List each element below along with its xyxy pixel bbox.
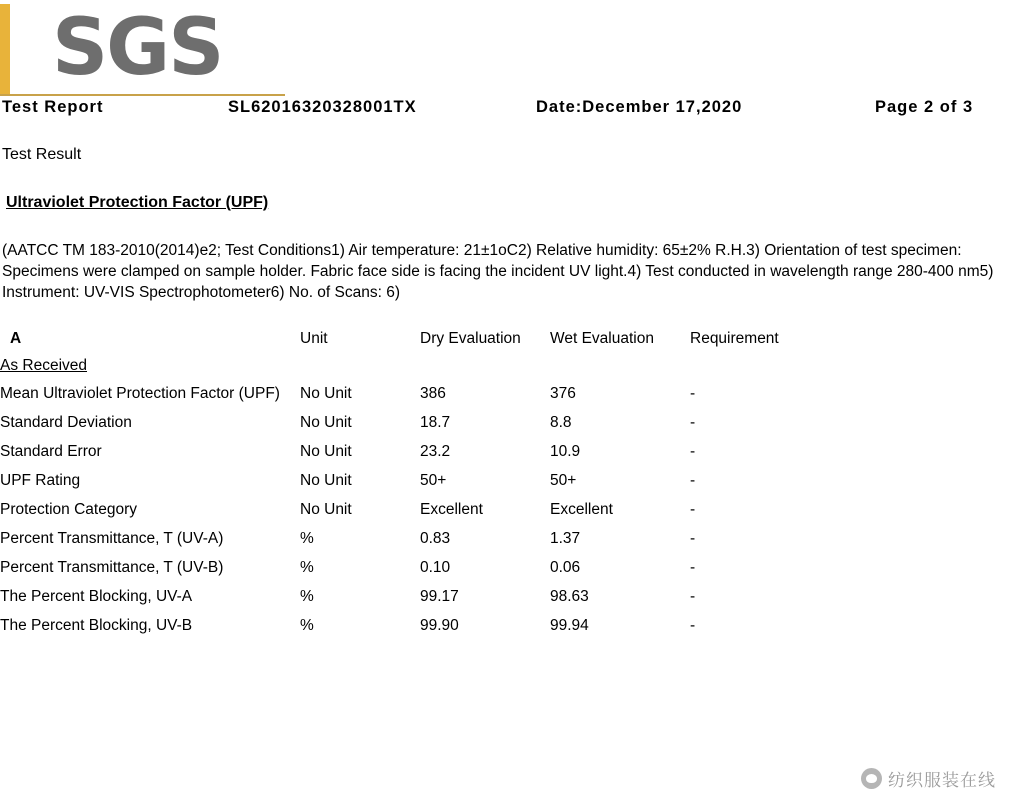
- row-dry-value: 23.2: [420, 442, 451, 460]
- row-dry-value: 99.17: [420, 587, 459, 605]
- row-label: Standard Deviation: [0, 414, 132, 431]
- row-label: Standard Error: [0, 443, 102, 460]
- document-logo-block: [0, 0, 1010, 98]
- row-unit: %: [300, 558, 314, 576]
- row-dry-value: 18.7: [420, 413, 451, 431]
- row-wet-value: 10.9: [550, 442, 581, 460]
- column-header-dry: Dry Evaluation: [420, 329, 521, 347]
- row-wet-value: 0.06: [550, 558, 581, 576]
- row-unit: No Unit: [300, 384, 352, 402]
- row-wet-value: 98.63: [550, 587, 589, 605]
- subheader-label: As Received: [0, 357, 88, 374]
- row-label: UPF Rating: [0, 472, 81, 489]
- watermark-text: 纺织服装在线: [888, 771, 996, 790]
- table-row: [0, 553, 840, 582]
- weibo-icon: [861, 768, 882, 789]
- report-header: [0, 98, 1010, 132]
- sgs-logo: [0, 4, 285, 96]
- row-dry-value: Excellent: [420, 500, 483, 518]
- row-requirement: -: [690, 587, 696, 605]
- row-label: The Percent Blocking, UV-B: [0, 617, 193, 634]
- row-unit: %: [300, 616, 314, 634]
- row-requirement: -: [690, 442, 696, 460]
- row-label: The Percent Blocking, UV-A: [0, 588, 193, 605]
- row-label: Protection Category: [0, 501, 137, 518]
- row-requirement: -: [690, 616, 696, 634]
- row-dry-value: 99.90: [420, 616, 459, 634]
- report-date: Date:December 17,2020: [536, 98, 743, 116]
- upf-results-table: [0, 329, 840, 640]
- column-header-wet: Wet Evaluation: [550, 329, 654, 347]
- row-requirement: -: [690, 529, 696, 547]
- row-dry-value: 0.83: [420, 529, 451, 547]
- report-number: SL62016320328001TX: [228, 98, 417, 116]
- row-label: Percent Transmittance, T (UV-A): [0, 530, 224, 547]
- column-header-sample: A: [10, 330, 22, 347]
- row-requirement: -: [690, 558, 696, 576]
- row-wet-value: 376: [550, 384, 576, 402]
- row-wet-value: 50+: [550, 471, 577, 489]
- table-row: [0, 379, 840, 408]
- subheader-cell: [0, 356, 840, 379]
- column-header-requirement: Requirement: [690, 329, 779, 347]
- row-label: Percent Transmittance, T (UV-B): [0, 559, 224, 576]
- row-wet-value: 8.8: [550, 413, 572, 431]
- page-indicator: Page 2 of 3: [875, 98, 974, 116]
- row-unit: No Unit: [300, 413, 352, 431]
- watermark: [861, 766, 996, 791]
- table-row: [0, 408, 840, 437]
- row-dry-value: 386: [420, 384, 446, 402]
- report-title: Test Report: [2, 98, 104, 116]
- row-requirement: -: [690, 413, 696, 431]
- row-unit: No Unit: [300, 442, 352, 460]
- table-row: [0, 611, 840, 640]
- logo-text: SGS: [52, 3, 223, 93]
- table-row: [0, 495, 840, 524]
- table-row: [0, 466, 840, 495]
- table-header-row: [0, 329, 840, 356]
- table-row: [0, 524, 840, 553]
- table-row: [0, 437, 840, 466]
- row-wet-value: 1.37: [550, 529, 581, 547]
- table-subheader-row: [0, 356, 840, 379]
- logo-underline: [0, 94, 285, 96]
- row-unit: No Unit: [300, 471, 352, 489]
- row-unit: %: [300, 529, 314, 547]
- row-wet-value: 99.94: [550, 616, 589, 634]
- test-result-label: Test Result: [2, 146, 82, 163]
- logo-accent-bar: [0, 4, 10, 96]
- row-requirement: -: [690, 500, 696, 518]
- row-wet-value: Excellent: [550, 500, 613, 518]
- test-conditions-paragraph: (AATCC TM 183-2010(2014)e2; Test Conditions1) Air temperature: 21±1oC2) Relative humidity: 65±2% R.H.3) Orientation of test specimen: Specimens were clamped on sample holder. Fabric face side is facing the incident UV light.4) Test conducted in wavelength range 280-400 nm5) Instrument: UV-VIS Spectrophotometer6) No. of Scans: 6): [2, 242, 994, 301]
- row-label: Mean Ultraviolet Protection Factor (UPF): [0, 385, 280, 402]
- row-unit: No Unit: [300, 500, 352, 518]
- section-title-upf: Ultraviolet Protection Factor (UPF): [6, 194, 269, 211]
- table-row: [0, 582, 840, 611]
- row-unit: %: [300, 587, 314, 605]
- row-requirement: -: [690, 384, 696, 402]
- row-requirement: -: [690, 471, 696, 489]
- column-header-unit: Unit: [300, 329, 328, 347]
- row-dry-value: 0.10: [420, 558, 451, 576]
- row-dry-value: 50+: [420, 471, 447, 489]
